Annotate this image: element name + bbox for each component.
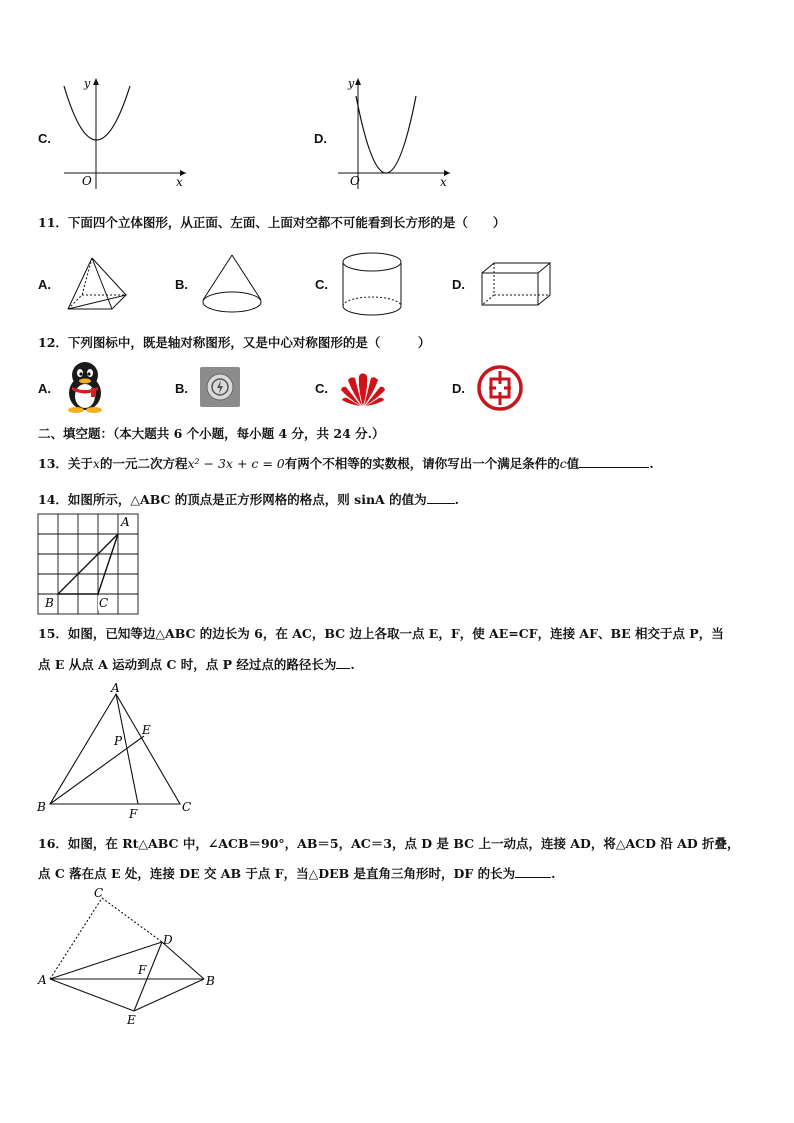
q12-option-d-letter: D. [452, 381, 465, 396]
q14-label-b: B [45, 596, 54, 610]
q14-label-c: C [99, 596, 109, 610]
q10-option-d-letter: D. [314, 131, 327, 146]
q11-stem: 11．下面四个立体图形，从正面、左面、上面对空都不可能看到长方形的是（ ） [38, 215, 506, 230]
q12-option-b-letter: B. [175, 381, 188, 396]
q10-option-c-letter: C. [38, 131, 51, 146]
q14-grid-figure [36, 512, 140, 616]
q16-segment-ae [50, 979, 134, 1011]
huawei-logo-icon [338, 368, 388, 408]
penguin-logo-icon [60, 360, 110, 414]
q16-label-a: A [38, 973, 47, 987]
q11-option-c-letter: C. [315, 277, 328, 292]
q16-label-b: B [206, 974, 215, 988]
q16-line2-text: 点 C 落在点 E 处，连接 DE 交 AB 于点 F，当△DEB 是直角三角形时，DF 的长为 [38, 866, 516, 881]
q14-stem-text: 14．如图所示，△ABC 的顶点是正方形网格的格点，则 sinA 的值为 [38, 492, 427, 507]
q13-equation: x² − 3x + c = 0 [187, 456, 285, 471]
section-2-title: 二、填空题：（本大题共 6 个小题，每小题 4 分，共 24 分.） [38, 426, 385, 441]
q13-var-x: x [92, 456, 100, 471]
q14-end: . [454, 492, 459, 507]
q10-c-y-label: y [84, 77, 91, 90]
pyramid-icon [62, 255, 132, 315]
q14-answer-blank[interactable] [427, 491, 455, 504]
q16-label-e: E [127, 1013, 136, 1027]
q15-label-b: B [37, 800, 46, 814]
cylinder-icon [340, 250, 406, 320]
q10-c-origin-label: O [82, 174, 92, 188]
q10-d-y-label: y [348, 77, 355, 90]
q15-label-p: P [114, 734, 123, 748]
q13-part4: 值 [566, 456, 580, 471]
q16-segment-cd [102, 898, 162, 942]
q11-option-b-letter: B. [175, 277, 188, 292]
q14-triangle [58, 534, 118, 594]
q13-part2: 的一元二次方程 [99, 456, 188, 471]
q14-label-a: A [121, 515, 130, 529]
q15-line2-text: 点 E 从点 A 运动到点 C 时，点 P 经过点的路径长为 [38, 657, 337, 672]
q16-end: . [551, 866, 556, 881]
q15-label-a: A [111, 681, 120, 695]
cone-icon [198, 252, 268, 316]
q12-option-c-letter: C. [315, 381, 328, 396]
q13-end: . [649, 456, 654, 471]
q10-option-c-graph [54, 74, 194, 194]
q10-c-x-label: x [176, 175, 183, 189]
q13-part3: 有两个不相等的实数根，请你写出一个满足条件的 [284, 456, 560, 471]
q14-stem [38, 490, 459, 508]
q15-figure [34, 680, 204, 820]
q10-c-parabola [64, 86, 130, 140]
q15-segment-af [116, 694, 138, 804]
power-button-icon [199, 366, 241, 408]
q15-triangle [50, 694, 180, 804]
q11-option-d-letter: D. [452, 277, 465, 292]
q16-segment-ac [50, 898, 102, 979]
q10-d-parabola [356, 96, 416, 173]
q12-option-a-letter: A. [38, 381, 51, 396]
q16-answer-blank[interactable] [515, 865, 551, 878]
q10-d-origin-label: O [350, 174, 360, 188]
q16-label-f: F [138, 963, 147, 977]
q15-line2 [38, 655, 355, 673]
q13-part1: 13．关于 [38, 456, 93, 471]
q10-d-x-label: x [440, 175, 447, 189]
q15-end: . [350, 657, 355, 672]
q16-label-d: D [163, 933, 173, 947]
q15-answer-blank[interactable] [336, 656, 350, 669]
q16-line1: 16．如图，在 Rt△ABC 中，∠ACB＝90°，AB＝5，AC＝3，点 D 是 BC 上一动点，连接 AD，将△ACD 沿 AD 折叠， [38, 836, 740, 851]
q15-label-e: E [142, 723, 151, 737]
q11-option-a-letter: A. [38, 277, 51, 292]
q15-segment-be [50, 736, 144, 804]
cuboid-icon [478, 260, 554, 310]
q10-option-d-graph [330, 74, 460, 194]
q13-answer-blank[interactable] [579, 455, 649, 468]
icbc-logo-icon [476, 364, 524, 412]
q13-stem [38, 454, 654, 472]
q15-label-f: F [129, 807, 138, 820]
q15-label-c: C [182, 800, 192, 814]
q16-line2 [38, 864, 555, 882]
q16-label-c: C [94, 886, 104, 900]
q16-figure [34, 886, 224, 1032]
q15-line1: 15．如图，已知等边△ABC 的边长为 6，在 AC，BC 边上各取一点 E，F，使 AE=CF，连接 AF、BE 相交于点 P，当 [38, 626, 724, 641]
q12-stem: 12．下列图标中，既是轴对称图形，又是中心对称图形的是（ ） [38, 335, 431, 350]
q13-var-c: c [559, 456, 567, 471]
q16-segment-db [162, 942, 204, 979]
